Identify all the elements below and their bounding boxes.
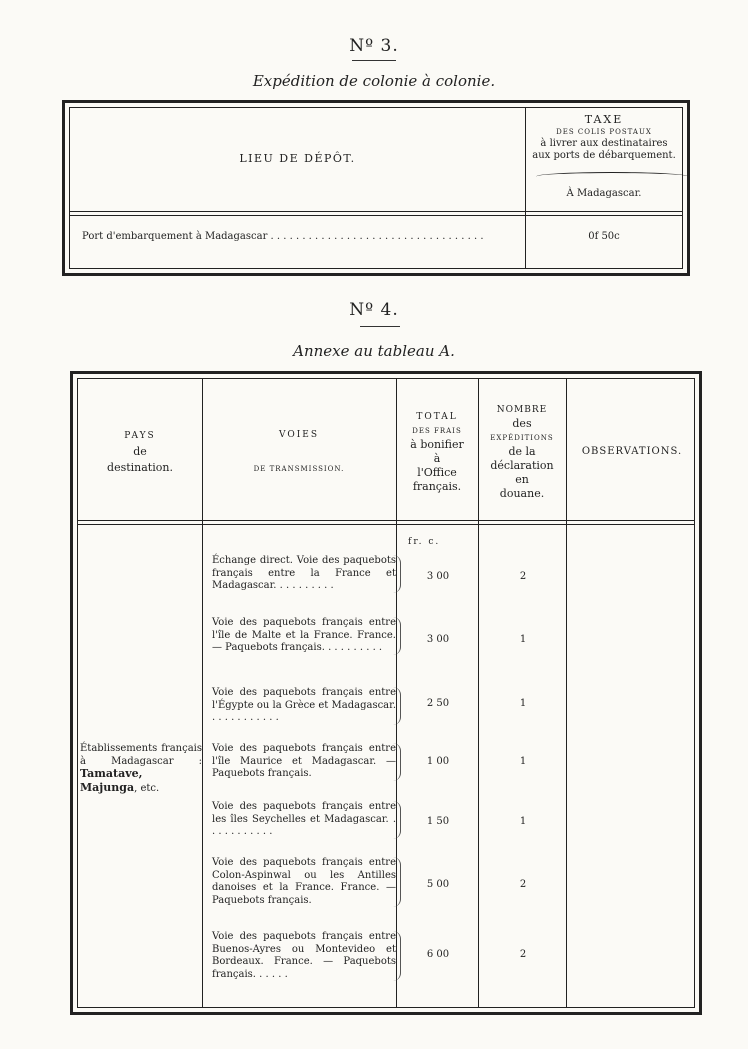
header-madagascar: À Madagascar. [566, 188, 642, 199]
row-nombre: 1 [519, 756, 527, 767]
row-total: 3 00 [426, 571, 450, 582]
pays-destination [80, 743, 202, 795]
pays-majunga: Majunga [80, 780, 135, 794]
header-taxe-line3: aux ports de débarquement. [532, 150, 676, 161]
title-rule [360, 326, 400, 327]
row-nombre: 2 [519, 949, 527, 960]
pays-text: Établissements français à Madagascar : [80, 743, 202, 767]
row-voie: Échange direct. Voie des paquebots français entre la France et Madagascar. . . . . . . . . . [212, 555, 401, 593]
header-nombre-line: de la [508, 445, 536, 458]
header-voies-main: VOIES [278, 430, 319, 440]
header-pays-line: PAYS [124, 431, 156, 441]
table-annexe [70, 371, 702, 1015]
header-taxe-title: TAXE [584, 113, 624, 126]
header-nombre [478, 387, 566, 517]
header-observations-label: OBSERVATIONS. [581, 446, 683, 457]
table-colonie [62, 100, 690, 276]
units-label: fr. c. [408, 537, 441, 547]
row-total: 1 00 [426, 756, 450, 767]
header-total-line: à bonifier [410, 438, 464, 451]
pays-tamatave: Tamatave, [80, 767, 143, 780]
row-voie: Voie des paquebots français entre l'île de Malte et la France. France. — Paquebots français. . . . . . . . . . [212, 617, 401, 655]
header-observations [566, 387, 698, 517]
header-nombre-line: douane. [499, 487, 545, 500]
row-tax-value: 0f 50c [588, 231, 620, 242]
row-voie: Voie des paquebots français entre Buenos-Ayres ou Montevideo et Bordeaux. France. — Paquebots français. . . . . . [212, 931, 401, 981]
row-nombre: 1 [519, 634, 527, 645]
row-voie: Voie des paquebots français entre l'île Maurice et Madagascar. — Paquebots français. [212, 743, 401, 781]
pays-tail: , etc. [134, 782, 160, 794]
row-total: 5 00 [426, 879, 450, 890]
header-nombre-line: déclaration [490, 459, 554, 472]
header-voies-sub: DE TRANSMISSION. [253, 465, 345, 473]
row-nombre: 2 [519, 571, 527, 582]
header-pays-line: destination. [107, 461, 173, 474]
section4-number: Nº 4. [349, 300, 399, 320]
row-total: 2 50 [426, 698, 450, 709]
section3-subtitle: Expédition de colonie à colonie. [252, 72, 496, 90]
header-total-line: l'Office [417, 466, 457, 479]
row-total: 3 00 [426, 634, 450, 645]
header-total-line: français. [412, 480, 462, 493]
header-total [396, 387, 478, 517]
header-taxe-line1: DES COLIS POSTAUX [556, 128, 652, 136]
header-taxe [526, 114, 682, 162]
header-nombre-line: EXPÉDITIONS [490, 434, 554, 442]
row-total: 6 00 [426, 949, 450, 960]
header-nombre-line: en [515, 473, 529, 486]
header-total-line: à [433, 452, 441, 465]
header-total-line: TOTAL [416, 412, 458, 422]
section3-number: Nº 3. [349, 36, 399, 56]
row-nombre: 1 [519, 698, 527, 709]
row-voie: Voie des paquebots français entre Colon-Aspinwal ou les Antilles danoises et la France. France. — Paquebots français. [212, 857, 401, 907]
row-nombre: 2 [519, 879, 527, 890]
header-divider [70, 211, 682, 216]
row-voie: Voie des paquebots français entre les îles Seychelles et Madagascar. . . . . . . . . . . . [212, 801, 401, 839]
row-voie: Voie des paquebots français entre l'Égypte ou la Grèce et Madagascar. . . . . . . . . . . . [212, 687, 401, 725]
header-nombre-line: NOMBRE [496, 405, 548, 415]
header-pays-line: de [133, 445, 147, 458]
row-port-embarquement [82, 231, 517, 242]
row-port-label: Port d'embarquement à Madagascar [82, 231, 268, 242]
section4-subtitle: Annexe au tableau A. [293, 342, 455, 360]
row-total: 1 50 [426, 816, 450, 827]
header-total-line: DES FRAIS [412, 427, 462, 435]
brace-mark [536, 172, 688, 181]
row-nombre: 1 [519, 816, 527, 827]
header-pays [78, 387, 202, 517]
header-nombre-line: des [512, 417, 532, 430]
title-rule [352, 60, 396, 61]
header-taxe-line2: à livrer aux destinataires [540, 138, 668, 149]
header-lieu-depot: LIEU DE DÉPÔT. [239, 152, 356, 165]
header-voies [202, 387, 396, 517]
header-divider [78, 520, 694, 525]
